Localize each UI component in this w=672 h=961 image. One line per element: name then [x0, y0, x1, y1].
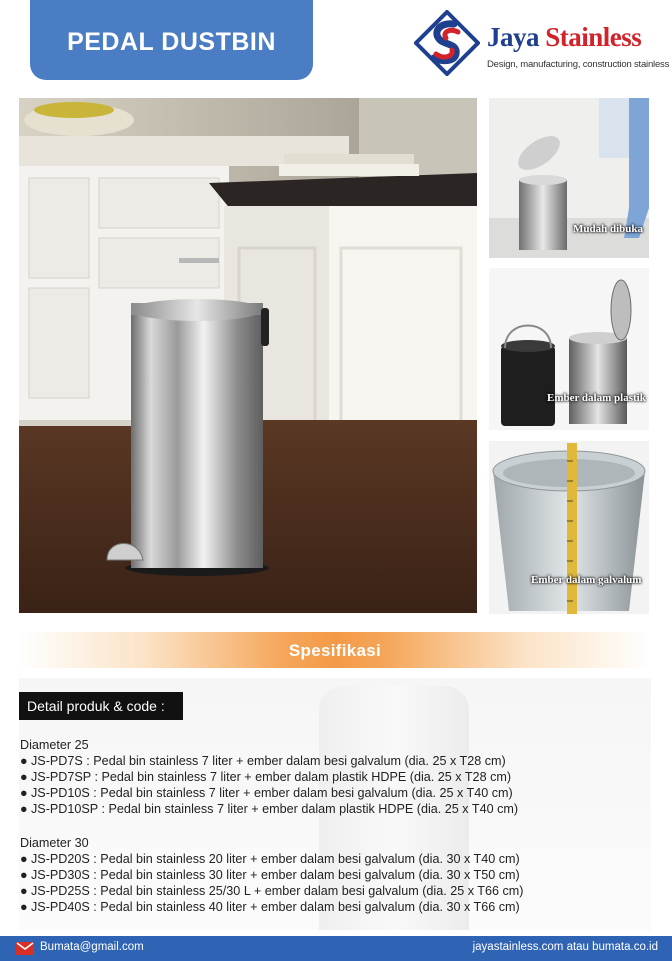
spec-item	[20, 851, 523, 867]
detail-product-label: Detail produk & code :	[19, 692, 183, 720]
spec-item	[20, 769, 518, 785]
spec-item-text: JS-PD40S : Pedal bin stainless 40 liter + ember dalam besi galvalum (dia. 30 x T66 cm)	[31, 900, 520, 914]
spec-item	[20, 883, 523, 899]
footer-bar	[0, 936, 672, 961]
brand-logo	[414, 10, 670, 80]
bullet-icon: ●	[20, 884, 28, 898]
bullet-icon: ●	[20, 754, 28, 768]
spec-item-text: JS-PD7S : Pedal bin stainless 7 liter + ember dalam besi galvalum (dia. 25 x T28 cm)	[31, 754, 506, 768]
spec-item-text: JS-PD25S : Pedal bin stainless 25/30 L + ember dalam besi galvalum (dia. 25 x T66 cm)	[31, 884, 524, 898]
bullet-icon: ●	[20, 770, 28, 784]
spec-item-text: JS-PD7SP : Pedal bin stainless 7 liter + ember dalam plastik HDPE (dia. 25 x T28 cm)	[31, 770, 512, 784]
spec-item-text: JS-PD30S : Pedal bin stainless 30 liter + ember dalam besi galvalum (dia. 30 x T50 cm)	[31, 868, 520, 882]
spec-item-text: JS-PD20S : Pedal bin stainless 20 liter + ember dalam besi galvalum (dia. 30 x T40 cm)	[31, 852, 520, 866]
galvalum-bucket-photo	[489, 441, 649, 614]
easy-open-photo	[489, 98, 649, 258]
spec-item-text: JS-PD10S : Pedal bin stainless 7 liter + ember dalam besi galvalum (dia. 25 x T40 cm)	[31, 786, 513, 800]
spec-group-heading: Diameter 30	[20, 836, 89, 850]
brand-name-jaya: Jaya	[487, 22, 539, 52]
mail-icon	[16, 942, 34, 955]
galvalum-bucket-caption: Ember dalam galvalum	[531, 574, 642, 586]
jaya-stainless-logo-icon	[414, 10, 480, 76]
bullet-icon: ●	[20, 852, 28, 866]
bullet-icon: ●	[20, 786, 28, 800]
bullet-icon: ●	[20, 802, 28, 816]
bullet-icon: ●	[20, 900, 28, 914]
plastic-bucket-illustration	[489, 268, 649, 430]
plastic-bucket-caption: Ember dalam plastik	[547, 392, 646, 404]
title-tab	[30, 0, 313, 80]
banner-label: Spesifikasi	[288, 641, 382, 660]
page-title: PEDAL DUSTBIN	[67, 28, 276, 56]
spec-group-diameter-25	[20, 737, 518, 817]
spec-group-diameter-30	[20, 835, 523, 915]
spec-item	[20, 867, 523, 883]
footer-website[interactable]: jayastainless.com atau bumata.co.id	[472, 941, 658, 953]
kitchen-scene-illustration	[19, 98, 477, 613]
spec-item	[20, 801, 518, 817]
bullet-icon: ●	[20, 868, 28, 882]
spec-item	[20, 785, 518, 801]
brand-tagline: Design, manufacturing, construction stainless	[487, 59, 670, 70]
spec-item	[20, 753, 518, 769]
easy-open-caption: Mudah dibuka	[573, 223, 644, 235]
main-product-photo	[19, 98, 477, 613]
spec-item	[20, 899, 523, 915]
brand-name-stainless: Stainless	[545, 22, 642, 52]
plastic-bucket-photo	[489, 268, 649, 430]
spesifikasi-banner	[19, 632, 651, 668]
brand-name	[487, 22, 641, 53]
spec-item-text: JS-PD10SP : Pedal bin stainless 7 liter + ember dalam plastik HDPE (dia. 25 x T40 cm)	[31, 802, 519, 816]
spec-group-heading: Diameter 25	[20, 738, 89, 752]
footer-email[interactable]: Bumata@gmail.com	[40, 941, 144, 953]
galvalum-bucket-illustration	[489, 441, 649, 614]
